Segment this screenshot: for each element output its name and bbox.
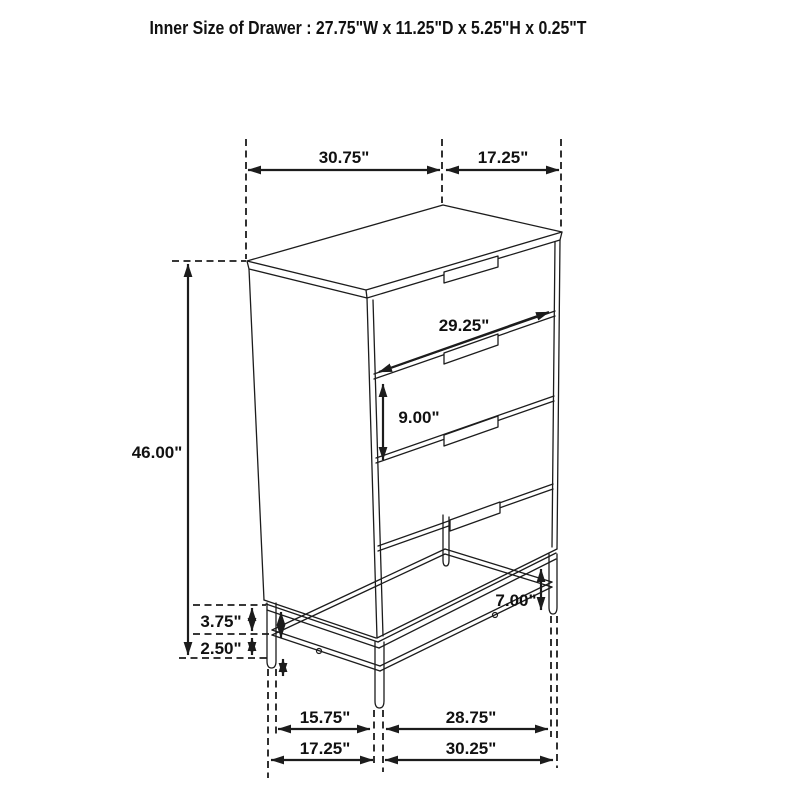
top-surface [247, 205, 562, 290]
top-slab-thickness [247, 232, 562, 298]
dim-label-drawer-gap: 9.00" [398, 408, 440, 427]
dim-label-feet-depth-inner: 28.75" [445, 708, 497, 727]
extension-lines-right-foot [551, 616, 557, 768]
dim-label-base-depth-outer: 30.25" [445, 739, 497, 758]
drawer-4-handle [450, 502, 500, 531]
dim-label-feet-width-inner: 15.75" [299, 708, 351, 727]
cabinet-front-face [367, 240, 560, 638]
dim-base-bottom-offset [200, 638, 283, 676]
dim-label-base-top-offset: 3.75" [200, 612, 242, 631]
dim-base-width-outer [271, 739, 373, 760]
dim-top-depth [446, 148, 559, 170]
base-leg-front [375, 642, 384, 708]
dim-label-leg-clearance: 7.00" [495, 591, 537, 610]
base-rail-left [266, 604, 379, 648]
drawer-1-handle [444, 256, 498, 283]
dim-label-top-depth: 17.25" [477, 148, 529, 167]
base-leg-right [549, 554, 557, 614]
left-silhouette-edge [249, 269, 264, 600]
extension-lines-front-foot [374, 710, 383, 772]
dim-drawer-width [379, 312, 549, 372]
right-corner-edge [552, 240, 560, 549]
dim-base-depth-outer [385, 739, 553, 760]
dim-label-overall-height: 46.00" [131, 443, 183, 462]
drawing-title: Inner Size of Drawer : 27.75"W x 11.25"D x 5.25"H x 0.25"T [149, 18, 587, 38]
dim-label-drawer-width: 29.25" [438, 316, 490, 335]
dim-overall-height [132, 261, 270, 658]
dimensions [132, 139, 561, 778]
dim-drawer-gap-height [383, 384, 440, 460]
dim-feet-depth-inner [386, 708, 548, 729]
dim-label-top-width: 30.75" [318, 148, 370, 167]
extension-lines-left-foot [268, 669, 276, 778]
dim-label-base-width-outer: 17.25" [299, 739, 351, 758]
dim-label-base-bottom-offset: 2.50" [200, 639, 242, 658]
cabinet-left-side [249, 269, 376, 638]
stretcher-left-front [272, 630, 380, 671]
metal-base [266, 515, 557, 708]
cabinet-top [247, 205, 562, 298]
dim-leg-clearance [495, 569, 541, 610]
dim-feet-width-inner [278, 708, 370, 729]
cabinet [247, 205, 562, 708]
